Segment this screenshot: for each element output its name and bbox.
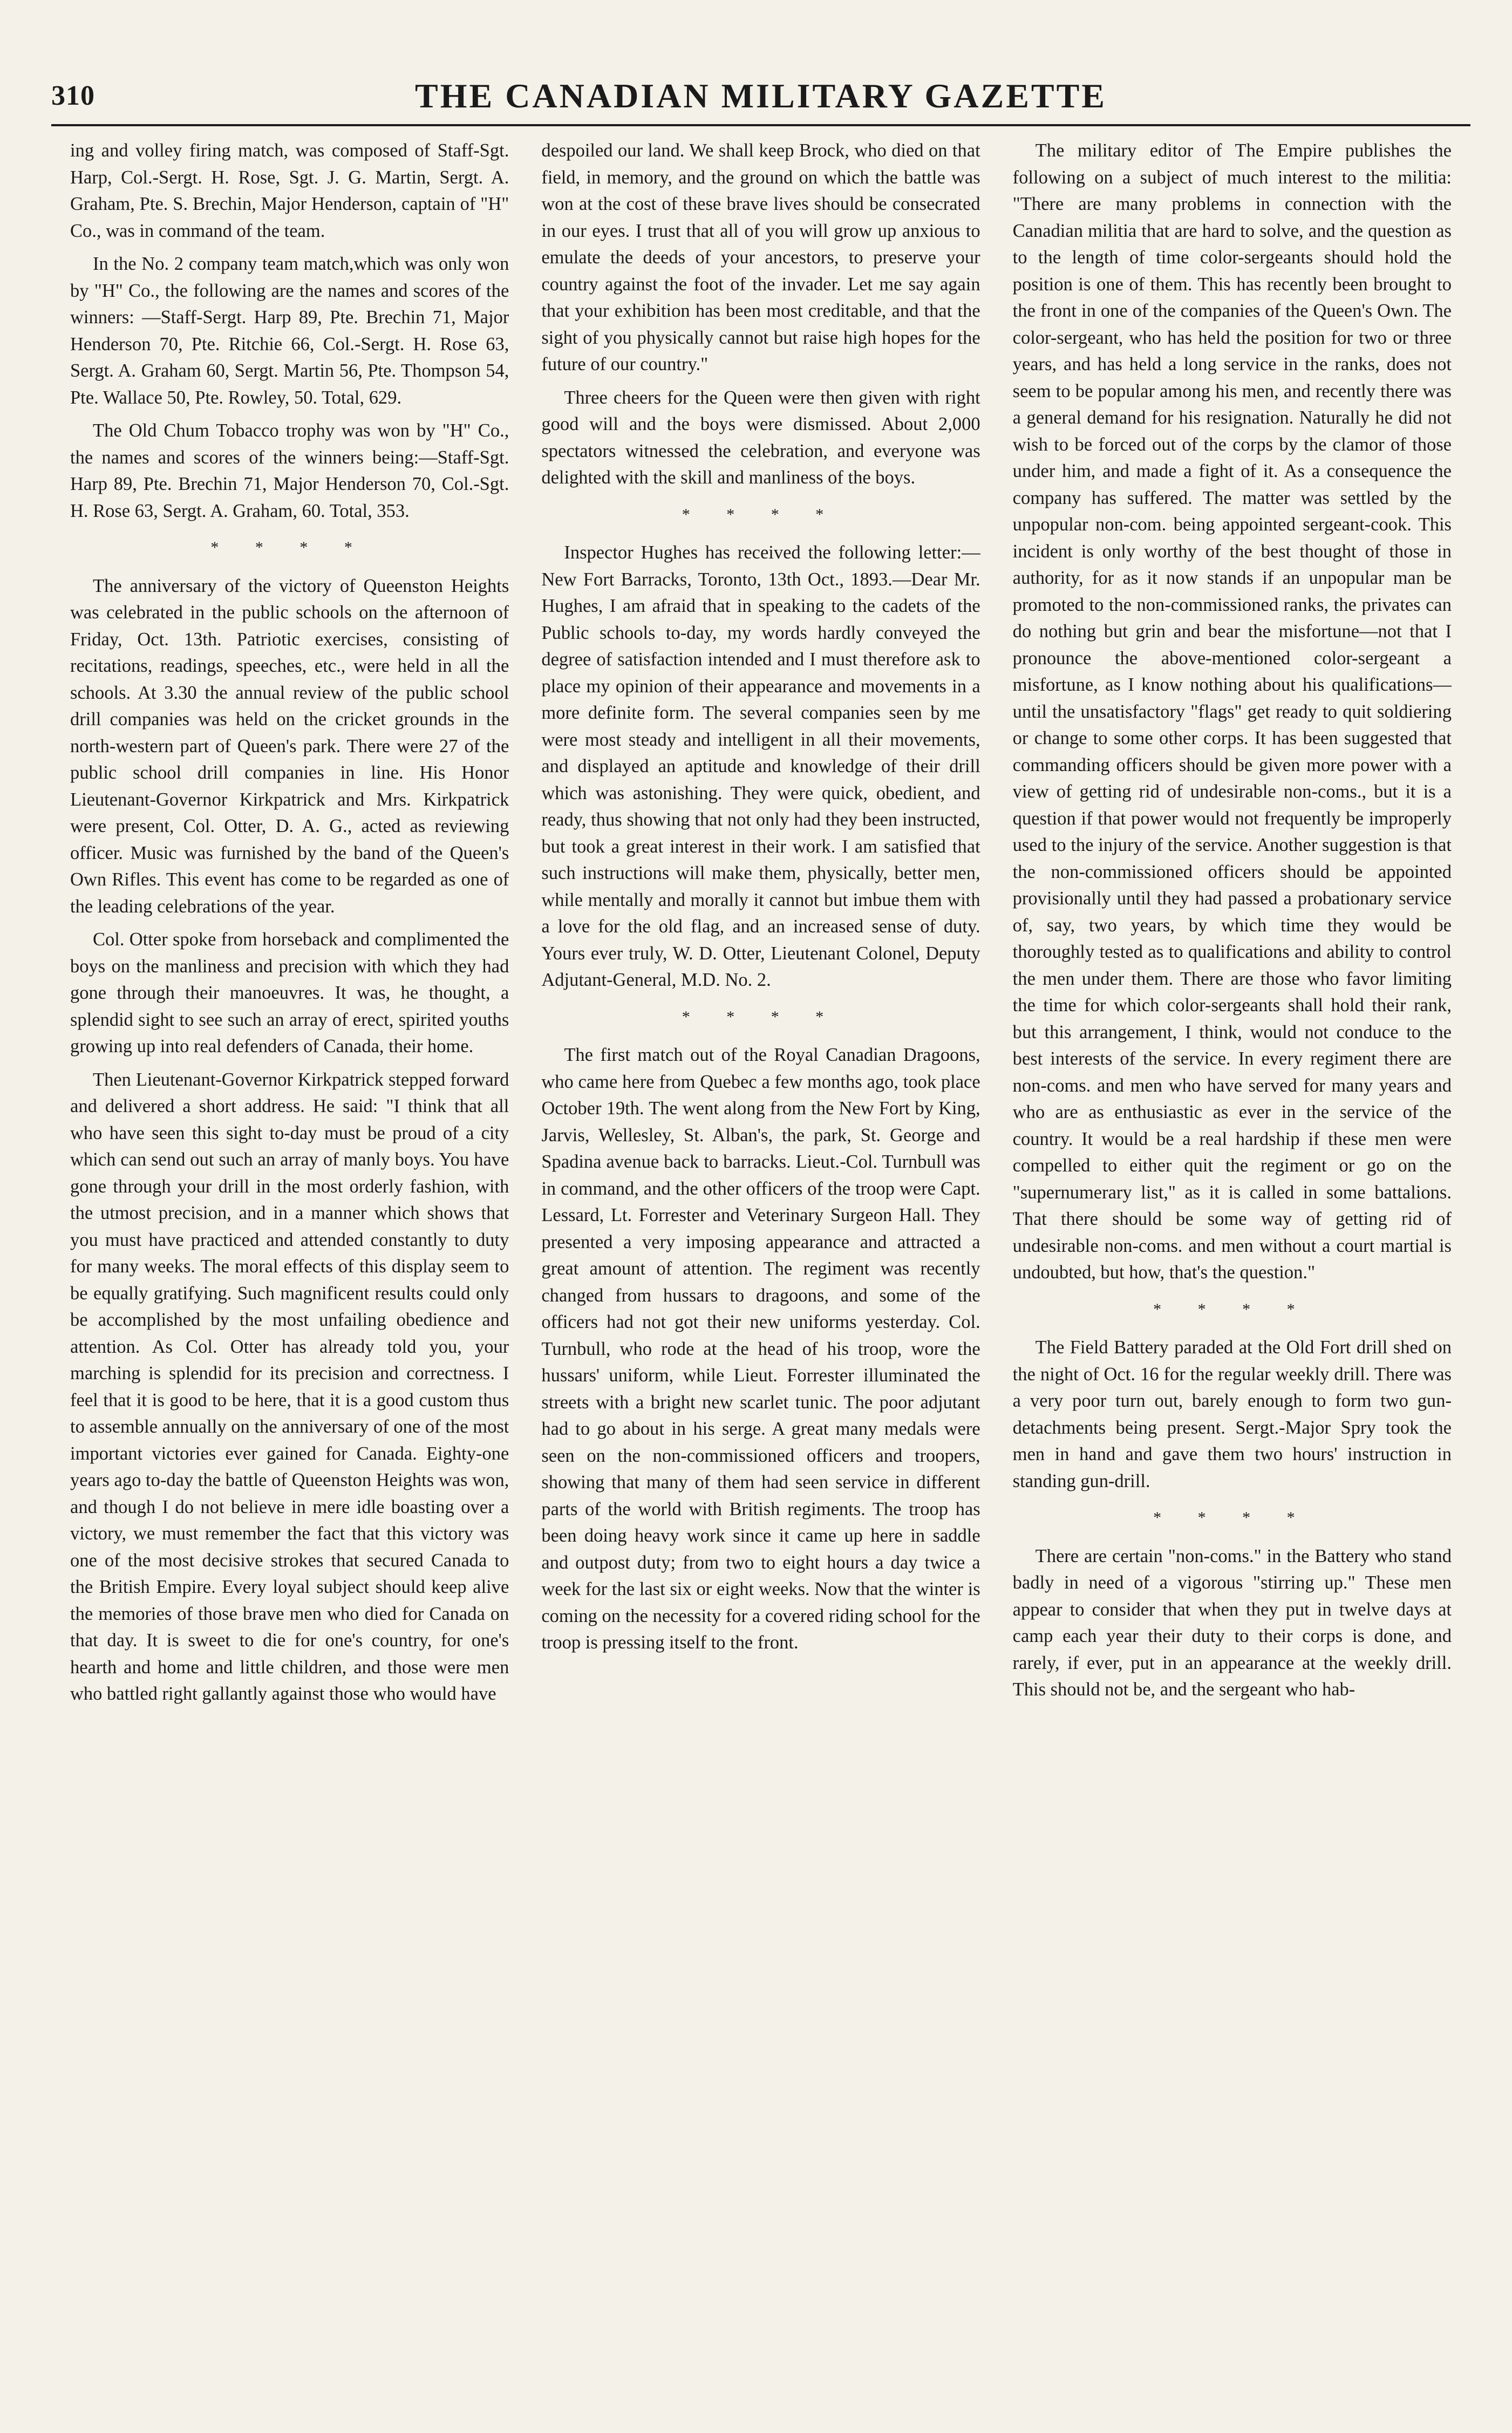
column-middle — [541, 138, 980, 2404]
section-divider: * * * * — [210, 539, 369, 556]
page-header — [51, 67, 1470, 126]
article-paragraph: despoiled our land. We shall keep Brock, who died on that field, in memory, and the ground on which the battle was won at the cost of these brave lives should be consecrated in our eyes. I trust that all of you will grow up anxious to emulate the deeds of your ancestors, to preserve your country against the foot of the invader. Let me say again that your exhibition has been most creditable, and that the sight of you physically cannot but raise high hopes for the future of our country." — [541, 140, 980, 374]
masthead-title: THE CANADIAN MILITARY GAZETTE — [415, 76, 1107, 115]
article-paragraph: ing and volley firing match, was composed of Staff-Sgt. Harp, Col.-Sergt. H. Rose, Sgt. J. G. Martin, Sergt. A. Graham, Pte. S. Brechin, Major Henderson, captain of "H" Co., was in command of the team. — [70, 140, 509, 241]
article-paragraph: The anniversary of the victory of Queenston Heights was celebrated in the public schools on the afternoon of Friday, Oct. 13th. Patriotic exercises, consisting of recitations, readings, speeches, etc., were held in all the schools. At 3.30 the annual review of the public school drill companies was held on the cricket grounds in the north-western part of Queen's park. There were 27 of the public school drill companies in line. His Honor Lieutenant-Governor Kirkpatrick and Mrs. Kirkpatrick were present, Col. Otter, D. A. G., acted as reviewing officer. Music was furnished by the band of the Queen's Own Rifles. This event has come to be regarded as one of the leading celebrations of the year. — [70, 575, 509, 917]
article-paragraph: The first match out of the Royal Canadian Dragoons, who came here from Quebec a few months ago, took place October 19th. The went along from the New Fort by King, Jarvis, Wellesley, St. Alban's, the park, St. George and Spadina avenue back to barracks. Lieut.-Col. Turnbull was in command, and the other officers of the troop were Capt. Lessard, Lt. Forrester and Veterinary Surgeon Hall. They presented a very imposing appearance and attracted a great amount of attention. The regiment was recently changed from hussars to dragoons, and some of the officers had not got their new uniforms yesterday. Col. Turnbull, who rode at the head of his troop, wore the hussars' uniform, while Lieut. Forrester illuminated the streets with a bright new scarlet tunic. The poor adjutant had to go about in his serge. A great many medals were seen on the non-commissioned officers and troopers, showing that many of them had seen service in different parts of the world with British regiments. The troop has been doing heavy work since it came up here in saddle and outpost duty; from two to eight hours a day twice a week for the last six or eight weeks. Now that the winter is coming on the necessity for a covered riding school for the troop is pressing itself to the front. — [541, 1045, 980, 1653]
article-paragraph: In the No. 2 company team match,which was only won by "H" Co., the following are the names and scores of the winners: —Staff-Sergt. Harp 89, Pte. Brechin 71, Major Henderson 70, Pte. Ritchie 66, Col.-Sergt. H. Rose 63, Sergt. A. Graham 60, Sergt. Martin 56, Pte. Thompson 54, Pte. Wallace 50, Pte. Rowley, 50. Total, 629. — [70, 254, 509, 408]
article-paragraph: The Old Chum Tobacco trophy was won by "H" Co., the names and scores of the winners being:—Staff-Sgt. Harp 89, Pte. Brechin 71, Major Henderson 70, Col.-Sgt. H. Rose 63, Sergt. A. Graham, 60. Total, 353. — [70, 420, 509, 521]
article-paragraph: Inspector Hughes has received the following letter:—New Fort Barracks, Toronto, 13th Oct., 1893.—Dear Mr. Hughes, I am afraid that in speaking to the cadets of the Public schools to-day, my words hardly conveyed the degree of satisfaction intended and I must therefore ask to place my opinion of their appearance and movements in a more definite form. The several companies seen by me were most steady and intelligent in all their movements, and displayed an aptitude and knowledge of their drill which was astonishing. They were quick, obedient, and ready, thus showing that not only had they been instructed, but took a great interest in their work. I am satisfied that such instructions will make them, physically, better men, while mentally and morally it cannot but imbue them with a love for the old flag, and an increased sense of duty. Yours ever truly, W. D. Otter, Lieutenant Colonel, Deputy Adjutant-General, M.D. No. 2. — [541, 542, 980, 990]
section-divider: * * * * — [1153, 1300, 1311, 1318]
article-paragraph: Col. Otter spoke from horseback and complimented the boys on the manliness and precision with which they had gone through their manoeuvres. It was, he thought, a splendid sight to see such an array of erect, spirited youths growing up into real defenders of Canada, their home. — [70, 929, 509, 1057]
column-right — [1013, 138, 1452, 2404]
article-paragraph: Three cheers for the Queen were then given with right good will and the boys were dismissed. About 2,000 spectators witnessed the celebration, and everyone was delighted with the skill and manliness of the boys. — [541, 387, 980, 488]
article-paragraph: The Field Battery paraded at the Old Fort drill shed on the night of Oct. 16 for the regular weekly drill. There was a very poor turn out, barely enough to form two gun-detachments being present. Sergt.-Major Spry took the men in hand and gave them two hours' instruction in standing gun-drill. — [1012, 1337, 1452, 1491]
section-divider: * * * * — [682, 505, 840, 523]
article-columns — [70, 138, 1452, 2404]
article-paragraph: The military editor of The Empire publishes the following on a subject of much interest to the militia: "There are many problems in connection with the Canadian militia that are hard to solve, and the question as to the length of time color-sergeants should hold the position is one of them. This has recently been brought to the front in one of the companies of the Queen's Own. The color-sergeant, who has held the position for two or three years, and has held a long service in the ranks, does not seem to be popular among his men, and recently there was a general demand for his resignation. Naturally he did not wish to be forced out of the corps by the clamor of those under him, and made a fight of it. As a consequence the company has suffered. The matter was settled by the unpopular non-com. being appointed sergeant-cook. This incident is only worthy of the best thought of those in authority, for as it now stands if an unpopular man be promoted to the non-commissioned ranks, the privates can do nothing but grin and bear the misfortune—not that I pronounce the above-mentioned color-sergeant a misfortune, as I know nothing about his qualifications—until the unsatisfactory "flags" get ready to quit soldiering or change to some other corps. It has been suggested that commanding officers should be given more power with a view of getting rid of undesirable non-coms., but it is a question if that power would not frequently be improperly used to the injury of the service. Another suggestion is that the non-commissioned officers should be appointed provisionally until they had passed a probationary service of, say, two years, by which time they would be thoroughly tested as to qualifications and ability to control the men under them. There are those who favor limiting the time for which color-sergeants shall hold their rank, but this arrangement, I think, would not conduce to the best interests of the service. In every regiment there are non-coms. and men who have served for many years and who are as enthusiastic as ever in the service of the country. It would be a real hardship if these men were compelled to either quit the regiment or go on the "supernumerary list," as it is called in some battalions. That there should be some way of getting rid of undesirable non-coms. and men without a court martial is undoubted, but how, that's the question." — [1012, 140, 1452, 1283]
article-paragraph: Then Lieutenant-Governor Kirkpatrick stepped forward and delivered a short address. He said: "I think that all who have seen this sight to-day must be proud of a city which can send out such an array of manly boys. You have gone through your drill in the most orderly fashion, with the utmost precision, and in a manner which shows that you must have practiced and attended constantly to duty for many weeks. The moral effects of this display seem to be equally gratifying. Such magnificent results could only be accomplished by the most unfailing obedience and attention. As Col. Otter has already told you, your marching is splendid for its precision and correctness. I feel that it is good to be here, that it is a good custom thus to assemble annually on the anniversary of one of the most important victories ever gained for Canada. Eighty-one years ago to-day the battle of Queenston Heights was won, and though I do not believe in mere idle boasting over a victory, we must remember the fact that this victory was one of the most decisive strokes that secured Canada to the British Empire. Every loyal subject should keep alive the memories of those brave men who died for Canada on that day. It is sweet to die for one's country, for one's hearth and home and little children, and those were men who battled right gallantly against those who would have — [70, 1069, 509, 1704]
section-divider: * * * * — [682, 1007, 840, 1026]
column-left — [70, 138, 509, 2404]
article-paragraph: There are certain "non-coms." in the Battery who stand badly in need of a vigorous "stirring up." These men appear to consider that when they put in twelve days at camp each year their duty to their corps is done, and rarely, if ever, put in an appearance at the weekly drill. This should not be, and the sergeant who hab- — [1012, 1545, 1452, 1700]
page-number: 310 — [51, 80, 95, 111]
section-divider: * * * * — [1153, 1509, 1311, 1526]
